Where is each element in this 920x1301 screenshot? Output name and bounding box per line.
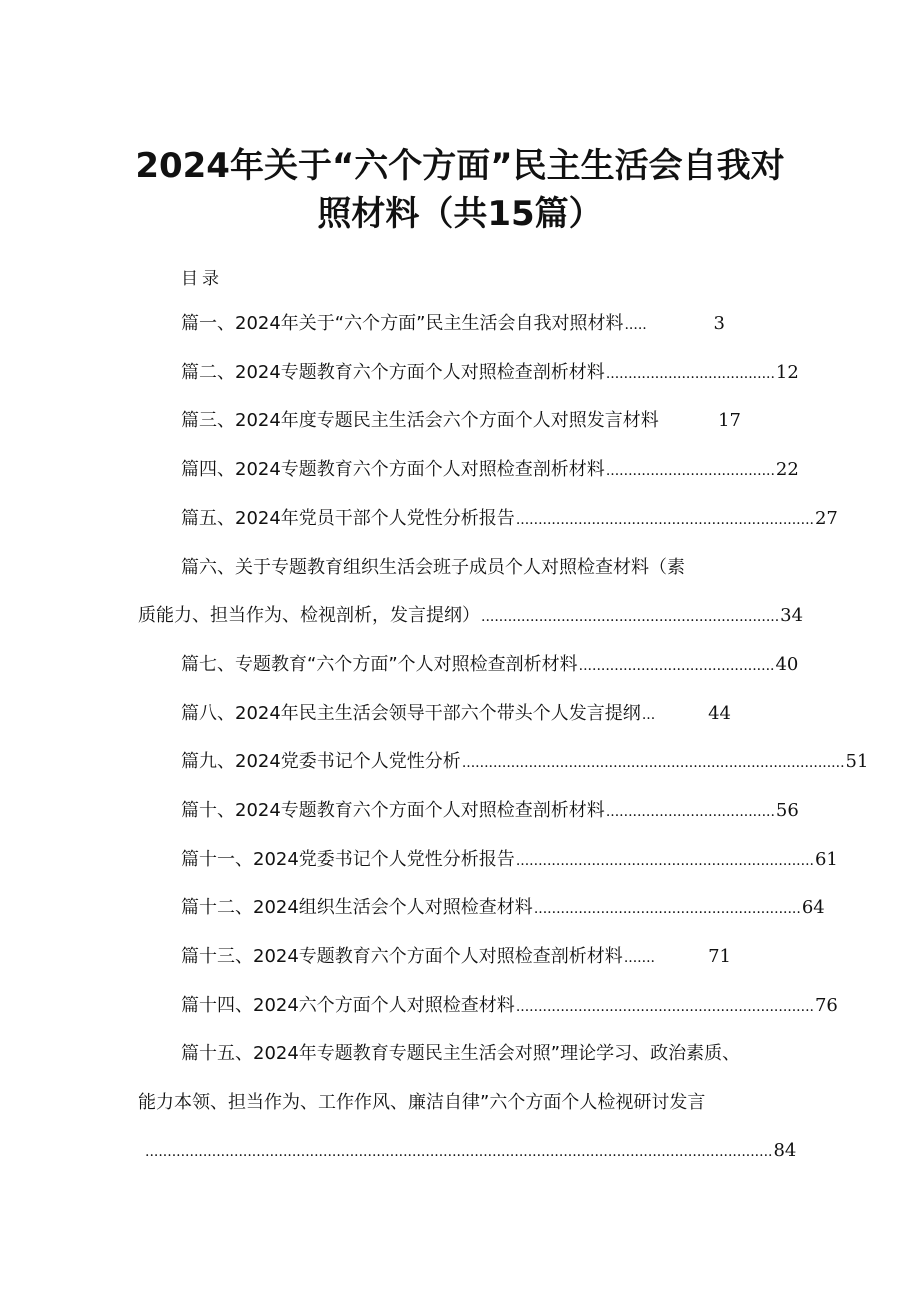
toc-entry-7[interactable] bbox=[0, 650, 920, 680]
toc-page-number: 3 bbox=[713, 313, 725, 334]
toc-page-number: 12 bbox=[775, 362, 799, 383]
toc-entry-13[interactable] bbox=[0, 942, 920, 972]
toc-page-number: 84 bbox=[773, 1140, 797, 1161]
toc-leader-dots: ............................................................ bbox=[533, 901, 801, 917]
toc-page-number: 22 bbox=[775, 459, 799, 480]
toc-page-number: 64 bbox=[801, 897, 825, 918]
document-title-line-2: 照材料（共15篇） bbox=[317, 194, 603, 234]
toc-entry-text: 篇五、2024年党员干部个人党性分析报告 bbox=[181, 508, 515, 529]
toc-leader-dots: ... bbox=[641, 707, 656, 723]
toc-page-number: 61 bbox=[814, 849, 838, 870]
toc-entry-9[interactable] bbox=[0, 747, 920, 777]
toc-entry-14[interactable] bbox=[0, 991, 920, 1021]
toc-entry-10[interactable] bbox=[0, 796, 920, 826]
toc-entry-15-line-3[interactable] bbox=[0, 1136, 920, 1166]
toc-entry-15-line-1[interactable] bbox=[0, 1039, 920, 1069]
toc-page-number: 27 bbox=[814, 508, 838, 529]
toc-entry-4[interactable] bbox=[0, 455, 920, 485]
toc-page-number: 51 bbox=[845, 751, 869, 772]
toc-entry-11[interactable] bbox=[0, 845, 920, 875]
toc-page-number: 44 bbox=[708, 703, 731, 724]
toc-leader-dots: ................................................................... bbox=[515, 512, 814, 528]
toc-page-number: 76 bbox=[814, 995, 838, 1016]
toc-heading: 目录 bbox=[181, 269, 223, 289]
toc-leader-dots: ............................................................................................................................................. bbox=[145, 1144, 773, 1160]
toc-entry-text: 篇一、2024年关于“六个方面”民主生活会自我对照材料 bbox=[181, 313, 624, 334]
toc-leader-dots: ...................................... bbox=[605, 463, 775, 479]
toc-entry-2[interactable] bbox=[0, 358, 920, 388]
toc-leader-dots: ...................................... bbox=[605, 366, 775, 382]
toc-entry-text: 篇八、2024年民主生活会领导干部六个带头个人发言提纲 bbox=[181, 703, 641, 724]
toc-entry-text: 篇十一、2024党委书记个人党性分析报告 bbox=[181, 849, 515, 870]
toc-entry-6-line-2[interactable] bbox=[0, 601, 920, 631]
toc-leader-dots: ................................................................... bbox=[515, 999, 814, 1015]
toc-entry-1[interactable] bbox=[0, 309, 920, 339]
toc-leader-dots: ................................................................... bbox=[481, 609, 780, 625]
toc-entry-text: 篇四、2024专题教育六个方面个人对照检查剖析材料 bbox=[181, 459, 605, 480]
toc-page-number: 40 bbox=[775, 654, 799, 675]
toc-entry-text: 篇九、2024党委书记个人党性分析 bbox=[181, 751, 461, 772]
toc-page-number: 71 bbox=[708, 946, 731, 967]
toc-entry-5[interactable] bbox=[0, 504, 920, 534]
toc-entry-text: 篇十、2024专题教育六个方面个人对照检查剖析材料 bbox=[181, 800, 605, 821]
toc-entry-text: 篇三、2024年度专题民主生活会六个方面个人对照发言材料 bbox=[181, 410, 659, 431]
toc-entry-15-line-2[interactable] bbox=[0, 1088, 920, 1118]
toc-entry-text: 质能力、担当作为、检视剖析，发言提纲） bbox=[138, 605, 480, 626]
toc-entry-text: 篇二、2024专题教育六个方面个人对照检查剖析材料 bbox=[181, 362, 605, 383]
toc-leader-dots: ..... bbox=[624, 317, 647, 333]
toc-leader-dots: ....... bbox=[623, 950, 655, 966]
toc-entry-text: 篇七、专题教育“六个方面”个人对照检查剖析材料 bbox=[181, 654, 578, 675]
document-title-line-1: 2024年关于“六个方面”民主生活会自我对 bbox=[135, 146, 785, 186]
toc-entry-8[interactable] bbox=[0, 699, 920, 729]
toc-entry-6-line-1[interactable] bbox=[0, 553, 920, 583]
toc-entry-text: 篇十五、2024年专题教育专题民主生活会对照”理论学习、政治素质、 bbox=[181, 1043, 741, 1064]
toc-leader-dots: ...................................... bbox=[605, 804, 775, 820]
toc-entry-text: 篇十四、2024六个方面个人对照检查材料 bbox=[181, 995, 515, 1016]
toc-page-number: 17 bbox=[718, 410, 741, 431]
toc-entry-3[interactable] bbox=[0, 406, 920, 436]
toc-page-number: 56 bbox=[775, 800, 799, 821]
toc-entry-text: 能力本领、担当作为、工作作风、廉洁自律”六个方面个人检视研讨发言 bbox=[138, 1092, 706, 1113]
toc-leader-dots: ............................................ bbox=[578, 658, 775, 674]
toc-leader-dots: ................................................................... bbox=[515, 853, 814, 869]
toc-leader-dots: ...................................................................................... bbox=[461, 755, 845, 771]
toc-page-number: 34 bbox=[780, 605, 804, 626]
toc-entry-text: 篇六、关于专题教育组织生活会班子成员个人对照检查材料（素 bbox=[181, 557, 685, 578]
toc-entry-12[interactable] bbox=[0, 893, 920, 923]
toc-entry-text: 篇十二、2024组织生活会个人对照检查材料 bbox=[181, 897, 533, 918]
toc-entry-text: 篇十三、2024专题教育六个方面个人对照检查剖析材料 bbox=[181, 946, 623, 967]
